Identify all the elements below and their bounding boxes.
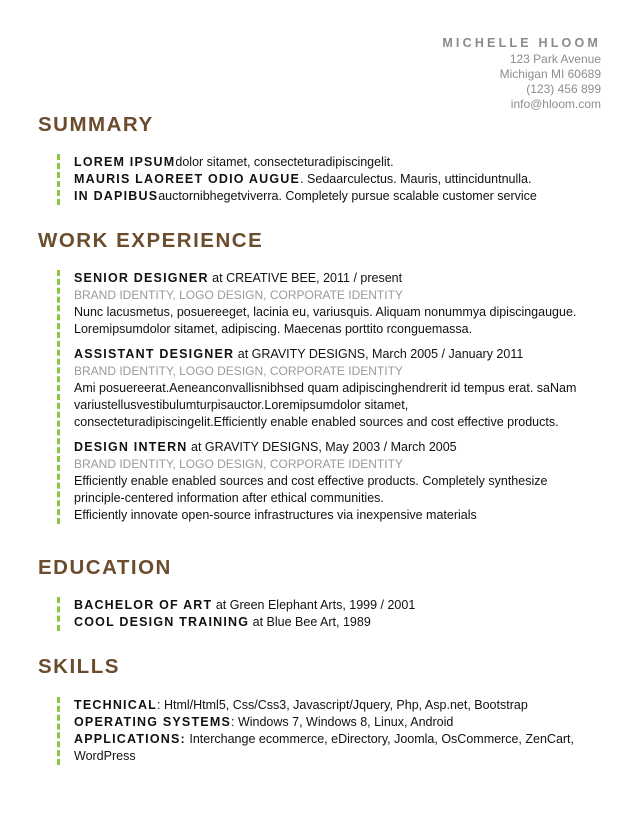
contact-address: 123 Park Avenue	[509, 52, 601, 66]
contact-name: MICHELLE HLOOM	[442, 36, 601, 50]
summary-line	[74, 188, 634, 205]
contact-email[interactable]: info@hloom.com	[510, 97, 601, 111]
education-block	[57, 597, 634, 631]
skills-block	[57, 697, 604, 765]
summary-line	[74, 171, 634, 188]
summary-text: auctornibhegetviverra. Completely pursue scalable customer service	[158, 189, 537, 203]
job-title: DESIGN INTERN	[74, 440, 188, 454]
job-tags: BRAND IDENTITY, LOGO DESIGN, CORPORATE IDENTITY	[74, 457, 403, 471]
summary-text: . Sedaarculectus. Mauris, uttinciduntnulla.	[300, 172, 532, 186]
skills-heading: SKILLS	[38, 655, 120, 678]
job-entry	[74, 439, 634, 524]
job-entry	[74, 346, 634, 431]
job-title: SENIOR DESIGNER	[74, 271, 209, 285]
job-desc-line: Ami posuereerat.Aeneanconvallisnibhsed quam adipiscinghendrerit id tempus erat. saNam	[74, 381, 577, 395]
education-line	[74, 597, 634, 614]
contact-phone: (123) 456 899	[526, 82, 601, 96]
skills-label: APPLICATIONS:	[74, 732, 186, 746]
skills-line	[74, 697, 604, 714]
contact-block	[442, 36, 601, 112]
education-text: at Green Elephant Arts, 1999 / 2001	[212, 598, 416, 612]
job-tags: BRAND IDENTITY, LOGO DESIGN, CORPORATE IDENTITY	[74, 288, 403, 302]
skills-label: OPERATING SYSTEMS	[74, 715, 231, 729]
summary-text: dolor sitamet, consecteturadipiscingelit.	[175, 155, 394, 169]
job-detail: at CREATIVE BEE, 2011 / present	[212, 271, 403, 285]
education-label: COOL DESIGN TRAINING	[74, 615, 250, 629]
job-desc-line: principle-centered information after ethical communities.	[74, 491, 384, 505]
job-desc-line: variustellusvestibulumturpisauctor.Loremipsumdolor sitamet,	[74, 398, 409, 412]
job-desc-line: Efficiently enable enabled sources and cost effective products. Completely synthesize	[74, 474, 548, 488]
job-tags: BRAND IDENTITY, LOGO DESIGN, CORPORATE IDENTITY	[74, 364, 403, 378]
job-desc-line: Efficiently innovate open-source infrastructures via inexpensive materials	[74, 508, 477, 522]
job-desc-line: Loremipsumdolor sitamet, adipiscing. Maecenas porttito rconguemassa.	[74, 322, 473, 336]
work-heading: WORK EXPERIENCE	[38, 229, 264, 252]
summary-label: LOREM IPSUM	[74, 155, 176, 169]
summary-line	[74, 154, 634, 171]
summary-block	[57, 154, 634, 205]
work-block	[57, 270, 634, 524]
summary-heading: SUMMARY	[38, 113, 154, 136]
education-text: at Blue Bee Art, 1989	[249, 615, 371, 629]
skills-text: : Windows 7, Windows 8, Linux, Android	[231, 715, 454, 729]
skills-line	[74, 731, 604, 765]
skills-line	[74, 714, 604, 731]
education-label: BACHELOR OF ART	[74, 598, 213, 612]
summary-label: IN DAPIBUS	[74, 189, 159, 203]
job-desc-line: consecteturadipiscingelit.Efficiently enable enabled sources and cost effective products.	[74, 415, 559, 429]
job-entry	[74, 270, 634, 338]
education-heading: EDUCATION	[38, 556, 172, 579]
summary-label: MAURIS LAOREET ODIO AUGUE	[74, 172, 301, 186]
contact-city: Michigan MI 60689	[499, 67, 601, 81]
job-title: ASSISTANT DESIGNER	[74, 347, 235, 361]
job-detail: at GRAVITY DESIGNS, May 2003 / March 2005	[191, 440, 457, 454]
skills-label: TECHNICAL	[74, 698, 158, 712]
job-detail: at GRAVITY DESIGNS, March 2005 / January 2011	[237, 347, 524, 361]
skills-text: : Html/Html5, Css/Css3, Javascript/Jquery, Php, Asp.net, Bootstrap	[157, 698, 528, 712]
education-line	[74, 614, 634, 631]
job-desc-line: Nunc lacusmetus, posuereeget, lacinia eu, variusquis. Aliquam nonummya dipiscingaugue.	[74, 305, 577, 319]
skills-text: Interchange ecommerce, eDirectory, Joomla, OsCommerce, ZenCart, WordPress	[74, 732, 574, 763]
